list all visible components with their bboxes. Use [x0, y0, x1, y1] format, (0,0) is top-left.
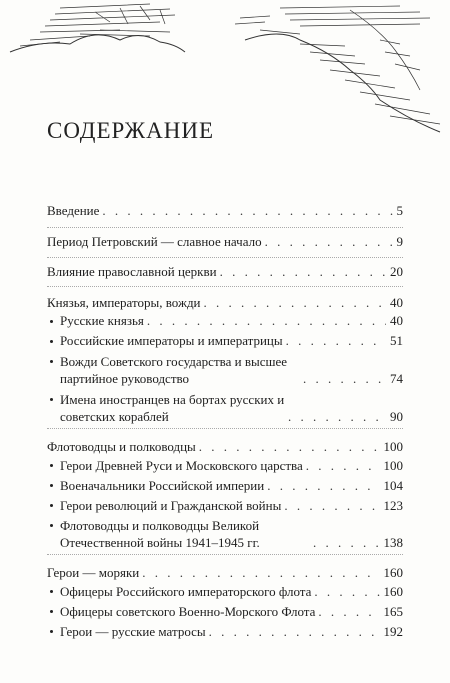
- leader-dots: [142, 564, 379, 581]
- toc-entry-sailor-heroes[interactable]: [47, 564, 403, 581]
- toc-subentry-imperial-navy-officers[interactable]: [60, 583, 403, 600]
- toc-entry-text: Имена иностранцев на бортах русских и советских кораблей: [60, 392, 285, 424]
- toc-entry-page: 138: [383, 535, 403, 550]
- toc-entry-petrine-period[interactable]: [47, 233, 403, 250]
- toc-entry-page: 160: [383, 584, 403, 599]
- toc-entry-text: Офицеры Российского императорского флота: [60, 584, 312, 599]
- toc-entry-text: Герои революций и Гражданской войны: [60, 498, 282, 513]
- leader-dots: [220, 263, 386, 280]
- page-title: СОДЕРЖАНИЕ: [47, 118, 215, 143]
- toc-subentry-foreign-names[interactable]: [60, 391, 403, 425]
- toc-entry-page: 5: [396, 203, 403, 218]
- toc-entry-introduction[interactable]: [47, 202, 403, 219]
- bullet-icon: [50, 610, 53, 613]
- separator: [47, 286, 403, 287]
- leader-dots: [199, 438, 380, 455]
- toc-entry-page: 20: [390, 264, 403, 279]
- toc-entry-text: Князья, императоры, вожди: [47, 295, 201, 310]
- bullet-icon: [50, 360, 53, 363]
- bullet-icon: [50, 590, 53, 593]
- toc-entry-text: Введение: [47, 203, 100, 218]
- toc-subentry-ancient-rus-heroes[interactable]: [60, 457, 403, 474]
- toc-entry-text: Герои Древней Руси и Московского царства: [60, 458, 303, 473]
- toc-entry-page: 40: [390, 313, 403, 328]
- leader-dots: [313, 534, 380, 551]
- toc-subentry-soviet-navy-officers[interactable]: [60, 603, 403, 620]
- leader-dots: [265, 233, 393, 250]
- leader-dots: [209, 623, 380, 640]
- toc-entry-page: 104: [383, 478, 403, 493]
- separator: [47, 257, 403, 258]
- toc-subentry-revolution-heroes[interactable]: [60, 497, 403, 514]
- toc-entry-text: Флотоводцы и полководцы: [47, 439, 196, 454]
- toc-subentry-russian-emperors[interactable]: [60, 332, 403, 349]
- bullet-icon: [50, 484, 53, 487]
- toc-entry-page: 90: [390, 409, 403, 424]
- toc-subentry-russian-princes[interactable]: [60, 312, 403, 329]
- toc-entry-text: Флотоводцы и полководцы Великой Отечественной войны 1941–1945 гг.: [60, 518, 260, 550]
- leader-dots: [286, 332, 386, 349]
- leader-dots: [267, 477, 379, 494]
- toc-entry-princes-emperors-leaders[interactable]: [47, 294, 403, 311]
- leader-dots: [102, 202, 392, 219]
- toc-entry-page: 192: [383, 624, 403, 639]
- bullet-icon: [50, 320, 53, 323]
- toc-entry-page: 74: [390, 371, 403, 386]
- toc-entry-text: Российские императоры и императрицы: [60, 333, 283, 348]
- toc-entry-text: Герои — моряки: [47, 565, 140, 580]
- toc-entry-text: Период Петровский — славное начало: [47, 234, 262, 249]
- toc-entry-page: 100: [383, 458, 403, 473]
- leader-dots: [147, 312, 386, 329]
- leader-dots: [204, 294, 386, 311]
- leader-dots: [284, 497, 379, 514]
- toc-entry-text: Герои — русские матросы: [60, 624, 206, 639]
- bullet-icon: [50, 504, 53, 507]
- toc-entry-naval-commanders[interactable]: [47, 438, 403, 455]
- toc-entry-text: Русские князья: [60, 313, 144, 328]
- leader-dots: [306, 457, 380, 474]
- bullet-icon: [50, 340, 53, 343]
- toc-subentry-russian-sailors[interactable]: [60, 623, 403, 640]
- toc-entry-page: 9: [396, 234, 403, 249]
- toc-entry-page: 123: [383, 498, 403, 513]
- toc-entry-text: Офицеры советского Военно-Морского Флота: [60, 604, 316, 619]
- toc-entry-text: Военачальники Российской империи: [60, 478, 265, 493]
- bullet-icon: [50, 524, 53, 527]
- toc-subentry-imperial-commanders[interactable]: [60, 477, 403, 494]
- toc-entry-orthodox-church[interactable]: [47, 263, 403, 280]
- toc-entry-page: 51: [390, 333, 403, 348]
- leader-dots: [288, 408, 386, 425]
- toc-entry-text: Вожди Советского государства и высшее партийное руководство: [60, 354, 288, 386]
- bullet-icon: [50, 630, 53, 633]
- toc-entry-page: 100: [383, 439, 403, 454]
- leader-dots: [303, 370, 386, 387]
- toc-entry-page: 165: [383, 604, 403, 619]
- bullet-icon: [50, 398, 53, 401]
- separator: [47, 554, 403, 555]
- toc-subentry-soviet-leaders[interactable]: [60, 353, 403, 387]
- toc-subentry-ww2-commanders[interactable]: [60, 517, 403, 551]
- toc-entry-page: 160: [383, 565, 403, 580]
- leader-dots: [314, 583, 379, 600]
- toc-entry-text: Влияние православной церкви: [47, 264, 217, 279]
- toc-entry-page: 40: [390, 295, 403, 310]
- separator: [47, 428, 403, 429]
- bullet-icon: [50, 464, 53, 467]
- leader-dots: [318, 603, 379, 620]
- separator: [47, 227, 403, 228]
